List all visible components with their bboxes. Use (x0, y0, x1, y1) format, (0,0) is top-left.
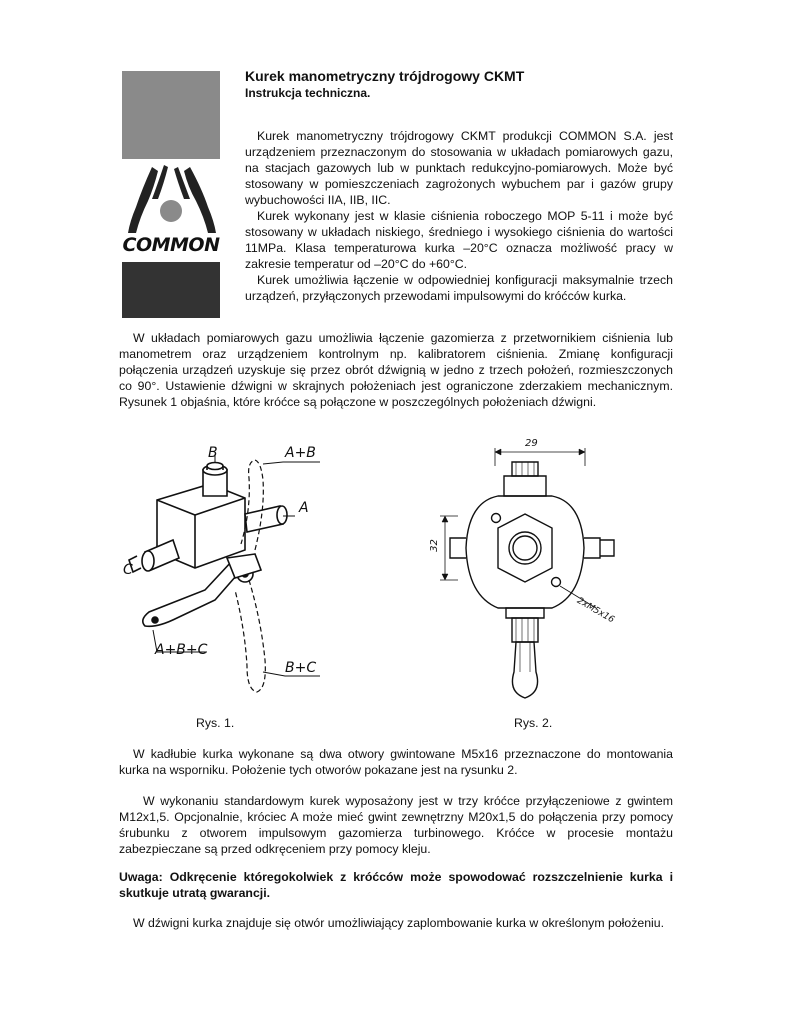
dimension-width: 29 (525, 438, 538, 449)
intro-paragraph-3: Kurek umożliwia łączenie w odpowiedniej konfiguracji maksymalnie trzech urządzeń, przyłączonych przewodami impulsowymi do króćców kurka. (245, 273, 673, 303)
label-b: B (208, 445, 218, 461)
label-a-plus-b-plus-c: A+B+C (155, 642, 208, 658)
document-title: Kurek manometryczny trójdrogowy CKMT (245, 68, 525, 84)
dimension-holes: 2xM5x16 (575, 596, 616, 626)
label-a-plus-b: A+B (285, 445, 316, 461)
label-a: A (299, 500, 309, 516)
paragraph-mounting-holes: W kadłubie kurka wykonane są dwa otwory gwintowane M5x16 przeznaczone do montowania kurka na wsporniku. Położenie tych otworów pokazane jest na rysunku 2. (119, 747, 673, 777)
valve-front-view-drawing (420, 436, 640, 711)
paragraph-warning: Uwaga: Odkręcenie któregokolwiek z króćców może spowodować rozszczelnienie kurka i skutkuje utratą gwarancji. (119, 870, 673, 900)
figure-2 (420, 436, 640, 711)
label-c: C (123, 562, 133, 578)
dimension-height: 32 (428, 539, 440, 552)
logo-wordmark: COMMON (122, 234, 220, 256)
valve-perspective-drawing (115, 440, 375, 710)
figure-1-caption: Rys. 1. (196, 716, 235, 730)
logo-gray-block (122, 71, 220, 159)
paragraph-configuration: W układach pomiarowych gazu umożliwia łączenie gazomierza z przetwornikiem ciśnienia lub manometrem oraz urządzeniem kontrolnym np. kalibratorem ciśnienia. Zmianę konfiguracji połączenia urządzeń uzyskuje się przez obrót dźwignią w jedno z trzech położeń, rozmieszczonych co 90°. Ustawienie dźwigni w skrajnych położeniach jest ograniczone zderzakiem mechanicznym. Rysunek 1 objaśnia, które króćce są połączone w poszczególnych położeniach dźwigni. (119, 331, 673, 409)
paragraph-connectors: W wykonaniu standardowym kurek wyposażony jest w trzy króćce przyłączeniowe z gwintem M12x1,5. Opcjonalnie, króciec A może mieć gwint zewnętrzny M20x1,5 do połączenia przy pomocy śrubunku z otworem impulsowym gazomierza turbinowego. Króćce w procesie montażu zabezpieczane są przed odkręceniem przy pomocy kleju. (119, 794, 673, 856)
intro-paragraph-1: Kurek manometryczny trójdrogowy CKMT produkcji COMMON S.A. jest urządzeniem przeznaczonym do stosowania w układach pomiarowych gazu, na stacjach gazowych lub w punktach redukcyjno-pomiarowych. Może być stosowany w pomieszczeniach zagrożonych wybuchem par i gazów grupy wybuchowości IIA, IIB, IIC. (245, 129, 673, 207)
document-subtitle: Instrukcja techniczna. (245, 86, 371, 100)
intro-paragraph-2: Kurek wykonany jest w klasie ciśnienia roboczego MOP 5-11 i może być stosowany w układach niskiego, średniego i wysokiego ciśnienia do wartości 11MPa. Klasa temperaturowa kurka –20°C oznacza możliwość pracy w zakresie temperatur od –20°C do +60°C. (245, 209, 673, 271)
paragraph-seal: W dźwigni kurka znajduje się otwór umożliwiający zaplombowanie kurka w określonym położeniu. (133, 916, 665, 930)
logo-dark-block (122, 262, 220, 318)
label-b-plus-c: B+C (285, 660, 317, 676)
intro-section (245, 128, 673, 304)
figure-1 (115, 440, 375, 710)
figure-2-caption: Rys. 2. (514, 716, 553, 730)
